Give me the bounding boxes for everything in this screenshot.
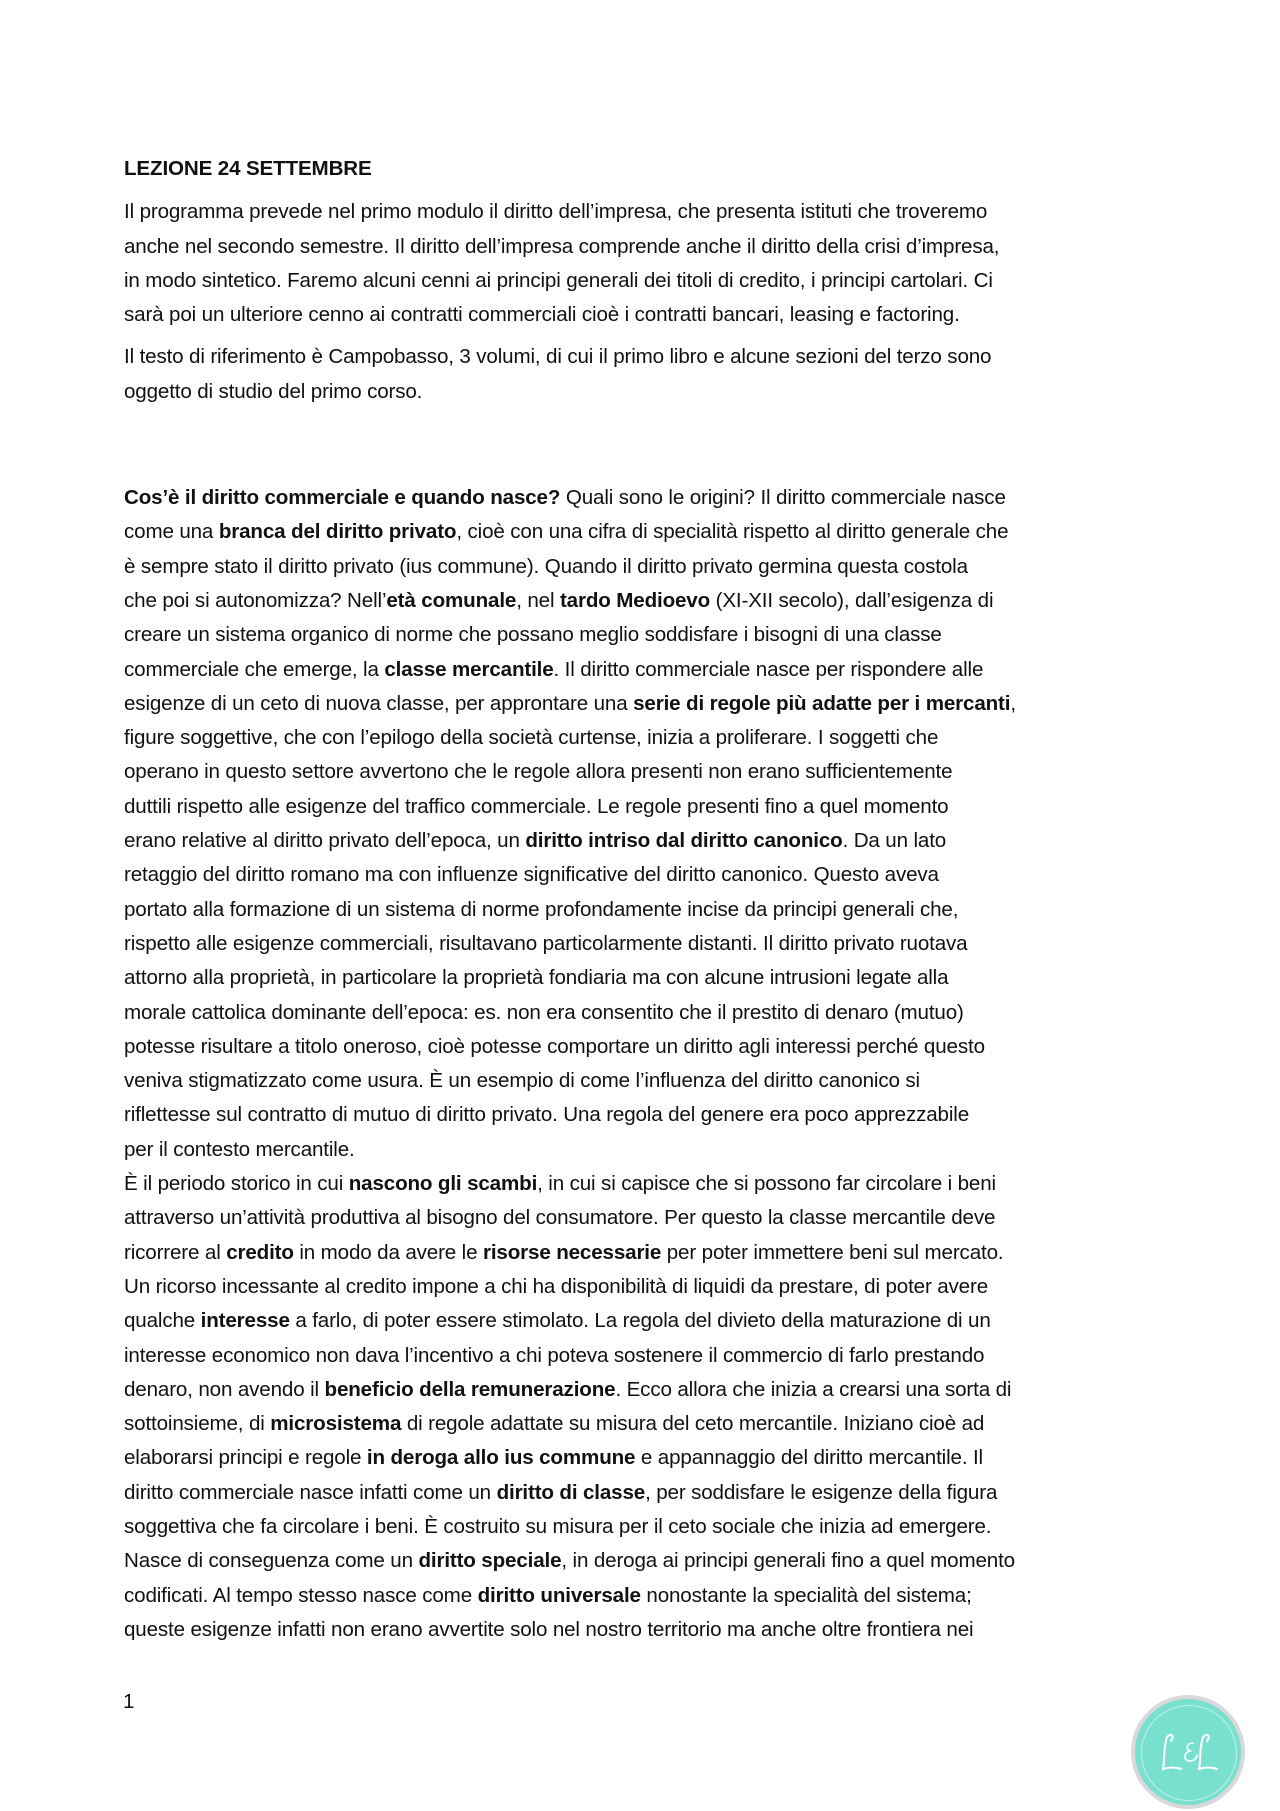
paragraph-reference-text xyxy=(124,340,1174,409)
text-run: , per soddisfare le esigenze della figura xyxy=(645,1480,998,1504)
text-run: . Da un lato xyxy=(842,829,947,853)
bold-term: tardo Medioevo xyxy=(559,588,711,612)
text-run: per poter immettere beni sul mercato. xyxy=(661,1240,1004,1264)
text-line xyxy=(124,1613,1174,1647)
text-line xyxy=(124,1373,1174,1407)
text-run: figure soggettive, che con l’epilogo della società curtense, inizia a proliferare. I soggetti che xyxy=(124,726,939,750)
text-line xyxy=(124,1339,1174,1373)
bold-term: in deroga allo ius commune xyxy=(366,1446,636,1470)
ll-logo-badge xyxy=(1131,1695,1245,1809)
text-run: codificati. Al tempo stesso nasce come xyxy=(124,1583,478,1607)
text-line xyxy=(124,824,1174,858)
text-line xyxy=(124,755,1174,789)
text-run: (XI-XII secolo), dall’esigenza di xyxy=(710,588,994,612)
text-run: erano relative al diritto privato dell’epoca, un xyxy=(124,829,526,853)
text-line xyxy=(124,550,1174,584)
text-run: è sempre stato il diritto privato (ius commune). Quando il diritto privato germina questa costola xyxy=(124,554,968,578)
text-run: creare un sistema organico di norme che possano meglio soddisfare i bisogni di una classe xyxy=(124,623,942,647)
text-line xyxy=(124,1407,1174,1441)
bold-term: classe mercantile xyxy=(384,657,554,681)
text-line: sarà poi un ulteriore cenno ai contratti commerciali cioè i contratti bancari, leasing e factoring. xyxy=(124,303,960,327)
text-run: Un ricorso incessante al credito impone a chi ha disponibilità di liquidi da prestare, di poter avere xyxy=(124,1274,988,1298)
text-line xyxy=(124,1133,1174,1167)
text-line xyxy=(124,1441,1174,1475)
text-line xyxy=(124,1476,1174,1510)
text-run: esigenze di un ceto di nuova classe, per approntare una xyxy=(124,691,634,715)
text-line xyxy=(124,618,1174,652)
text-line xyxy=(124,1030,1174,1064)
text-run: in modo da avere le xyxy=(293,1240,483,1264)
text-line xyxy=(124,996,1174,1030)
text-line: oggetto di studio del primo corso. xyxy=(124,379,423,403)
bold-term: interesse xyxy=(200,1309,290,1333)
text-run: , in deroga ai principi generali fino a quel momento xyxy=(561,1549,1015,1573)
bold-term: beneficio della remunerazione xyxy=(324,1377,616,1401)
text-line xyxy=(124,1510,1174,1544)
text-run: e appannaggio del diritto mercantile. Il xyxy=(635,1446,983,1470)
bold-term: nascono gli scambi xyxy=(348,1172,538,1196)
text-run: denaro, non avendo il xyxy=(124,1377,325,1401)
lesson-heading: LEZIONE 24 SETTEMBRE xyxy=(124,157,372,180)
text-run: operano in questo settore avvertono che le regole allora presenti non erano sufficientemente xyxy=(124,760,953,784)
text-run: morale cattolica dominante dell’epoca: es. non era consentito che il prestito di denaro (mutuo) xyxy=(124,1000,964,1024)
text-line: Il testo di riferimento è Campobasso, 3 volumi, di cui il primo libro e alcune sezioni del terzo sono xyxy=(124,345,992,369)
text-run: ricorrere al xyxy=(124,1240,227,1264)
text-line xyxy=(124,721,1174,755)
text-run: di regole adattate su misura del ceto mercantile. Iniziano cioè ad xyxy=(401,1412,985,1436)
bold-term: diritto universale xyxy=(477,1583,641,1607)
text-run: qualche xyxy=(124,1309,201,1333)
bold-term: branca del diritto privato xyxy=(218,520,457,544)
text-line xyxy=(124,1098,1174,1132)
text-line xyxy=(124,1236,1174,1270)
text-line xyxy=(124,515,1174,549)
bold-term: diritto speciale xyxy=(418,1549,562,1573)
bold-term: diritto di classe xyxy=(496,1480,646,1504)
ll-logo-icon xyxy=(1135,1699,1241,1805)
text-run: commerciale che emerge, la xyxy=(124,657,385,681)
text-run: interesse economico non dava l’incentivo a chi poteva sostenere il commercio di farlo prestando xyxy=(124,1343,985,1367)
text-run: , nel xyxy=(516,588,560,612)
text-run: elaborarsi principi e regole xyxy=(124,1446,367,1470)
text-run: queste esigenze infatti non erano avvertite solo nel nostro territorio ma anche oltre frontiera nei xyxy=(124,1617,974,1641)
bold-term: Cos’è il diritto commerciale e quando nasce? xyxy=(124,486,561,510)
text-line xyxy=(124,858,1174,892)
text-run: attraverso un’attività produttiva al bisogno del consumatore. Per questo la classe mercantile deve xyxy=(124,1206,996,1230)
text-run: attorno alla proprietà, in particolare la proprietà fondiaria ma con alcune intrusioni legate alla xyxy=(124,966,949,990)
paragraph-program xyxy=(124,195,1174,332)
text-line xyxy=(124,790,1174,824)
bold-term: serie di regole più adatte per i mercanti xyxy=(633,691,1011,715)
text-line xyxy=(124,687,1174,721)
text-line: Il programma prevede nel primo modulo il diritto dell’impresa, che presenta istituti che troveremo xyxy=(124,200,988,224)
text-line: anche nel secondo semestre. Il diritto dell’impresa comprende anche il diritto della crisi d’impresa, xyxy=(124,234,1000,258)
text-run: soggettiva che fa circolare i beni. È costruito su misura per il ceto sociale che inizia ad emergere. xyxy=(124,1514,992,1538)
text-run: duttili rispetto alle esigenze del traffico commerciale. Le regole presenti fino a quel momento xyxy=(124,794,949,818)
text-run: per il contesto mercantile. xyxy=(124,1137,355,1161)
text-run: nonostante la specialità del sistema; xyxy=(640,1583,972,1607)
text-run: come una xyxy=(124,520,219,544)
text-line xyxy=(124,481,1174,515)
text-run: potesse risultare a titolo oneroso, cioè potesse comportare un diritto agli interessi perché questo xyxy=(124,1034,985,1058)
text-run: . Il diritto commerciale nasce per rispondere alle xyxy=(553,657,984,681)
text-run: portato alla formazione di un sistema di norme profondamente incise da principi generali che, xyxy=(124,897,959,921)
text-run: È il periodo storico in cui xyxy=(124,1172,349,1196)
bold-term: microsistema xyxy=(270,1412,402,1436)
text-line xyxy=(124,1201,1174,1235)
paragraph-spacer xyxy=(124,417,1174,481)
page-number: 1 xyxy=(123,1690,135,1713)
paragraph-origins xyxy=(124,481,1174,1647)
text-run: diritto commerciale nasce infatti come un xyxy=(124,1480,497,1504)
text-run: sottoinsieme, di xyxy=(124,1412,271,1436)
text-line xyxy=(124,1544,1174,1578)
bold-term: risorse necessarie xyxy=(482,1240,662,1264)
text-run: retaggio del diritto romano ma con influenze significative del diritto canonico. Questo aveva xyxy=(124,863,939,887)
text-run: , xyxy=(1010,691,1016,715)
text-line xyxy=(124,584,1174,618)
text-run: a farlo, di poter essere stimolato. La regola del divieto della maturazione di un xyxy=(289,1309,991,1333)
bold-term: credito xyxy=(226,1240,294,1264)
bold-term: età comunale xyxy=(386,588,517,612)
text-line xyxy=(124,1064,1174,1098)
text-run: che poi si autonomizza? Nell’ xyxy=(124,588,387,612)
text-line xyxy=(124,1579,1174,1613)
text-run: riflettesse sul contratto di mutuo di diritto privato. Una regola del genere era poco apprezzabile xyxy=(124,1103,969,1127)
text-run: veniva stigmatizzato come usura. È un esempio di come l’influenza del diritto canonico si xyxy=(124,1069,920,1093)
text-line xyxy=(124,1270,1174,1304)
text-line xyxy=(124,961,1174,995)
text-run: Quali sono le origini? Il diritto commerciale nasce xyxy=(560,486,1006,510)
text-run: Nasce di conseguenza come un xyxy=(124,1549,419,1573)
text-line xyxy=(124,1304,1174,1338)
text-run: . Ecco allora che inizia a crearsi una sorta di xyxy=(615,1377,1012,1401)
document-body xyxy=(124,152,1174,1655)
text-line xyxy=(124,927,1174,961)
text-run: rispetto alle esigenze commerciali, risultavano particolarmente distanti. Il diritto privato ruotava xyxy=(124,931,968,955)
text-line: in modo sintetico. Faremo alcuni cenni ai principi generali dei titoli di credito, i principi cartolari. Ci xyxy=(124,268,993,292)
text-line xyxy=(124,653,1174,687)
text-line xyxy=(124,893,1174,927)
text-line xyxy=(124,1167,1174,1201)
bold-term: diritto intriso dal diritto canonico xyxy=(525,829,843,853)
text-run: , in cui si capisce che si possono far circolare i beni xyxy=(537,1172,996,1196)
text-run: , cioè con una cifra di specialità rispetto al diritto generale che xyxy=(456,520,1009,544)
